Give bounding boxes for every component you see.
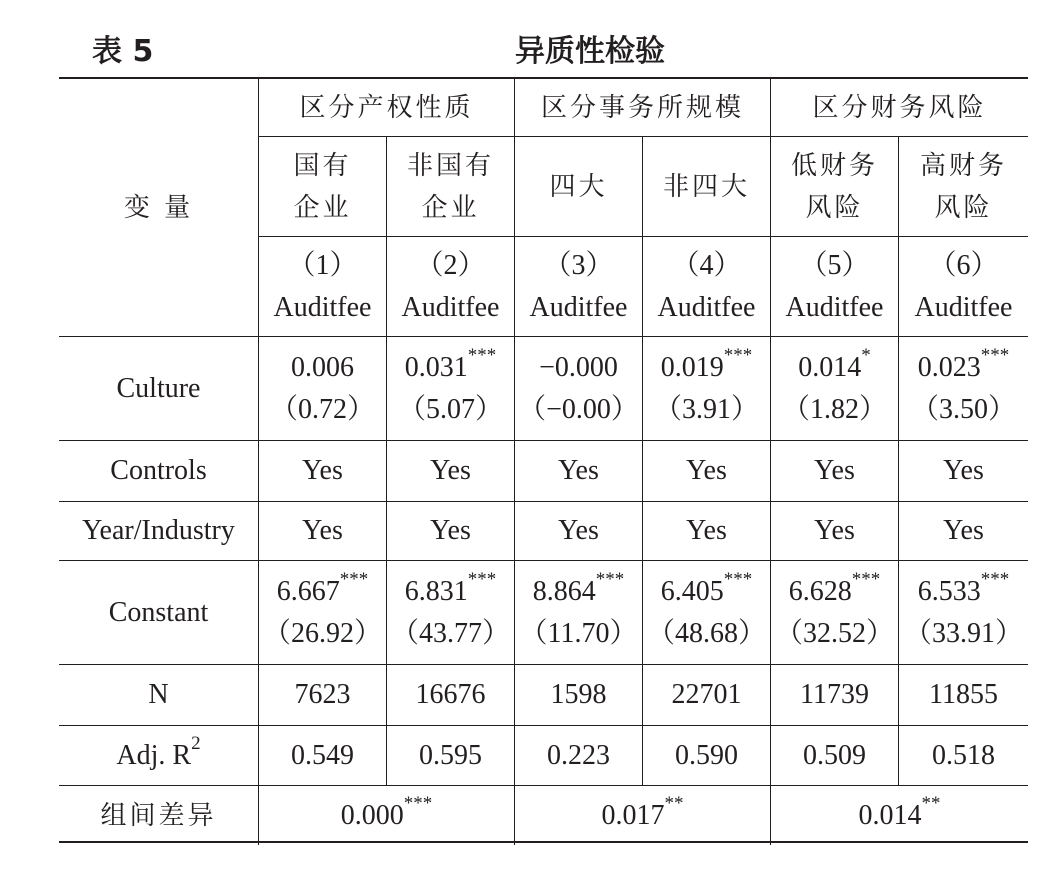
subgroup-line: 非四大 [662,171,750,202]
significance-stars: ** [921,793,941,815]
t-statistic: （3.91） [653,393,759,425]
significance-stars: *** [339,569,369,591]
t-statistic: （−0.00） [518,393,639,425]
n-cell-2: 16676 [386,665,514,726]
table-label: 表 5 [92,34,154,69]
subgroup-line: 非国有 [406,150,494,181]
controls-cell-1: Yes [258,441,386,502]
constant-cell-2 [386,561,514,665]
significance-stars: *** [467,569,497,591]
t-statistic: （32.52） [774,617,894,649]
subgroup-line: 风险 [934,192,993,223]
row-label: Culture [116,372,201,404]
group-header-auditor-size [514,79,770,137]
subgroup-line: 低财务 [790,150,878,181]
column-number: （4） [671,249,742,281]
coefficient: 0.014* [798,345,871,383]
t-statistic: （3.50） [910,393,1016,425]
culture-cell-5 [770,337,898,441]
group-header-label: 区分事务所规模 [540,92,744,123]
subgroup-line: 国有 [293,150,352,181]
t-statistic: （33.91） [903,617,1023,649]
coefficient: 6.831*** [404,569,497,607]
group-diff-value: 0.014** [858,793,941,831]
year-industry-cell-6: Yes [898,502,1028,561]
t-statistic: （1.82） [781,393,887,425]
t-statistic: （5.07） [397,393,503,425]
adj-r2-cell-5: 0.509 [770,726,898,786]
subgroup-line: 风险 [805,192,864,223]
controls-cell-4: Yes [642,441,770,502]
significance-stars: *** [403,793,433,815]
controls-cell-5: Yes [770,441,898,502]
subgroup-line: 企业 [421,192,480,223]
subgroup-header-low-risk [770,137,898,237]
coefficient: 6.533*** [917,569,1010,607]
year-industry-cell-5: Yes [770,502,898,561]
row-label-controls [59,441,258,502]
dependent-variable: Auditfee [914,291,1013,323]
n-cell-6: 11855 [898,665,1028,726]
dependent-variable: Auditfee [529,291,628,323]
subgroup-header-big4 [514,137,642,237]
significance-stars: * [861,345,871,367]
t-statistic: （0.72） [269,393,375,425]
subgroup-line: 四大 [549,171,608,202]
coefficient: 0.006 [291,351,354,383]
culture-cell-1 [258,337,386,441]
constant-cell-1 [258,561,386,665]
column-number: （2） [415,249,486,281]
column-number: （6） [928,249,999,281]
significance-stars: *** [980,569,1010,591]
constant-cell-6 [898,561,1028,665]
row-label: Year/Industry [82,515,235,546]
group-header-label: 区分产权性质 [299,92,474,123]
subgroup-header-non-big4 [642,137,770,237]
adj-r2-cell-2: 0.595 [386,726,514,786]
constant-cell-5 [770,561,898,665]
year-industry-cell-4: Yes [642,502,770,561]
t-statistic: （43.77） [390,617,510,649]
regression-table [59,77,1028,843]
controls-cell-3: Yes [514,441,642,502]
row-label: Constant [108,596,209,628]
column-number: （5） [799,249,870,281]
dependent-variable: Auditfee [401,291,500,323]
group-diff-ownership [258,786,514,845]
coefficient: 0.019*** [660,345,753,383]
row-label-culture [59,337,258,441]
column-header-4 [642,237,770,337]
n-cell-3: 1598 [514,665,642,726]
coefficient: 0.031*** [404,345,497,383]
dependent-variable: Auditfee [785,291,884,323]
column-header-6 [898,237,1028,337]
subgroup-line: 高财务 [919,150,1007,181]
adj-r2-cell-6: 0.518 [898,726,1028,786]
t-statistic: （11.70） [519,617,638,649]
row-label: Controls [110,455,207,486]
significance-stars: *** [595,569,625,591]
n-cell-5: 11739 [770,665,898,726]
column-number: （3） [543,249,614,281]
subgroup-header-soe [258,137,386,237]
row-label: N [148,679,169,710]
group-diff-financial-risk [770,786,1028,845]
group-diff-auditor-size [514,786,770,845]
group-header-ownership [258,79,514,137]
variable-header-label: 变 量 [123,192,194,223]
table-title: 异质性检验 [515,34,665,69]
constant-cell-3 [514,561,642,665]
coefficient: −0.000 [539,351,618,383]
column-number: （1） [287,249,358,281]
table-caption [0,22,1049,72]
group-header-financial-risk [770,79,1028,137]
t-statistic: （26.92） [262,617,382,649]
significance-stars: ** [664,793,684,815]
coefficient: 6.667*** [276,569,369,607]
row-label: Adj. $R^2$ [116,733,201,771]
dependent-variable: Auditfee [273,291,372,323]
row-label-constant [59,561,258,665]
n-cell-1: 7623 [258,665,386,726]
variable-header [59,79,258,337]
group-diff-value: 0.000*** [340,793,433,831]
significance-stars: *** [851,569,881,591]
culture-cell-6 [898,337,1028,441]
year-industry-cell-1: Yes [258,502,386,561]
row-label: 组间差异 [100,800,217,831]
year-industry-cell-3: Yes [514,502,642,561]
column-header-5 [770,237,898,337]
row-label-n [59,665,258,726]
column-header-2 [386,237,514,337]
culture-cell-3 [514,337,642,441]
group-header-label: 区分财务风险 [812,92,987,123]
coefficient: 6.405*** [660,569,753,607]
adj-r2-cell-4: 0.590 [642,726,770,786]
significance-stars: *** [467,345,497,367]
significance-stars: *** [723,345,753,367]
coefficient: 0.023*** [917,345,1010,383]
subgroup-header-high-risk [898,137,1028,237]
t-statistic: （48.68） [646,617,766,649]
row-label-year-industry [59,502,258,561]
controls-cell-2: Yes [386,441,514,502]
group-diff-value: 0.017** [601,793,684,831]
adj-r2-cell-1: 0.549 [258,726,386,786]
significance-stars: *** [980,345,1010,367]
row-label-group-diff [59,786,258,845]
n-cell-4: 22701 [642,665,770,726]
constant-cell-4 [642,561,770,665]
year-industry-cell-2: Yes [386,502,514,561]
subgroup-line: 企业 [293,192,352,223]
culture-cell-2 [386,337,514,441]
significance-stars: *** [723,569,753,591]
adj-r2-cell-3: 0.223 [514,726,642,786]
culture-cell-4 [642,337,770,441]
coefficient: 6.628*** [788,569,881,607]
coefficient: 8.864*** [532,569,625,607]
subgroup-header-non-soe [386,137,514,237]
column-header-1 [258,237,386,337]
controls-cell-6: Yes [898,441,1028,502]
dependent-variable: Auditfee [657,291,756,323]
column-header-3 [514,237,642,337]
row-label-adj-r2 [59,726,258,786]
